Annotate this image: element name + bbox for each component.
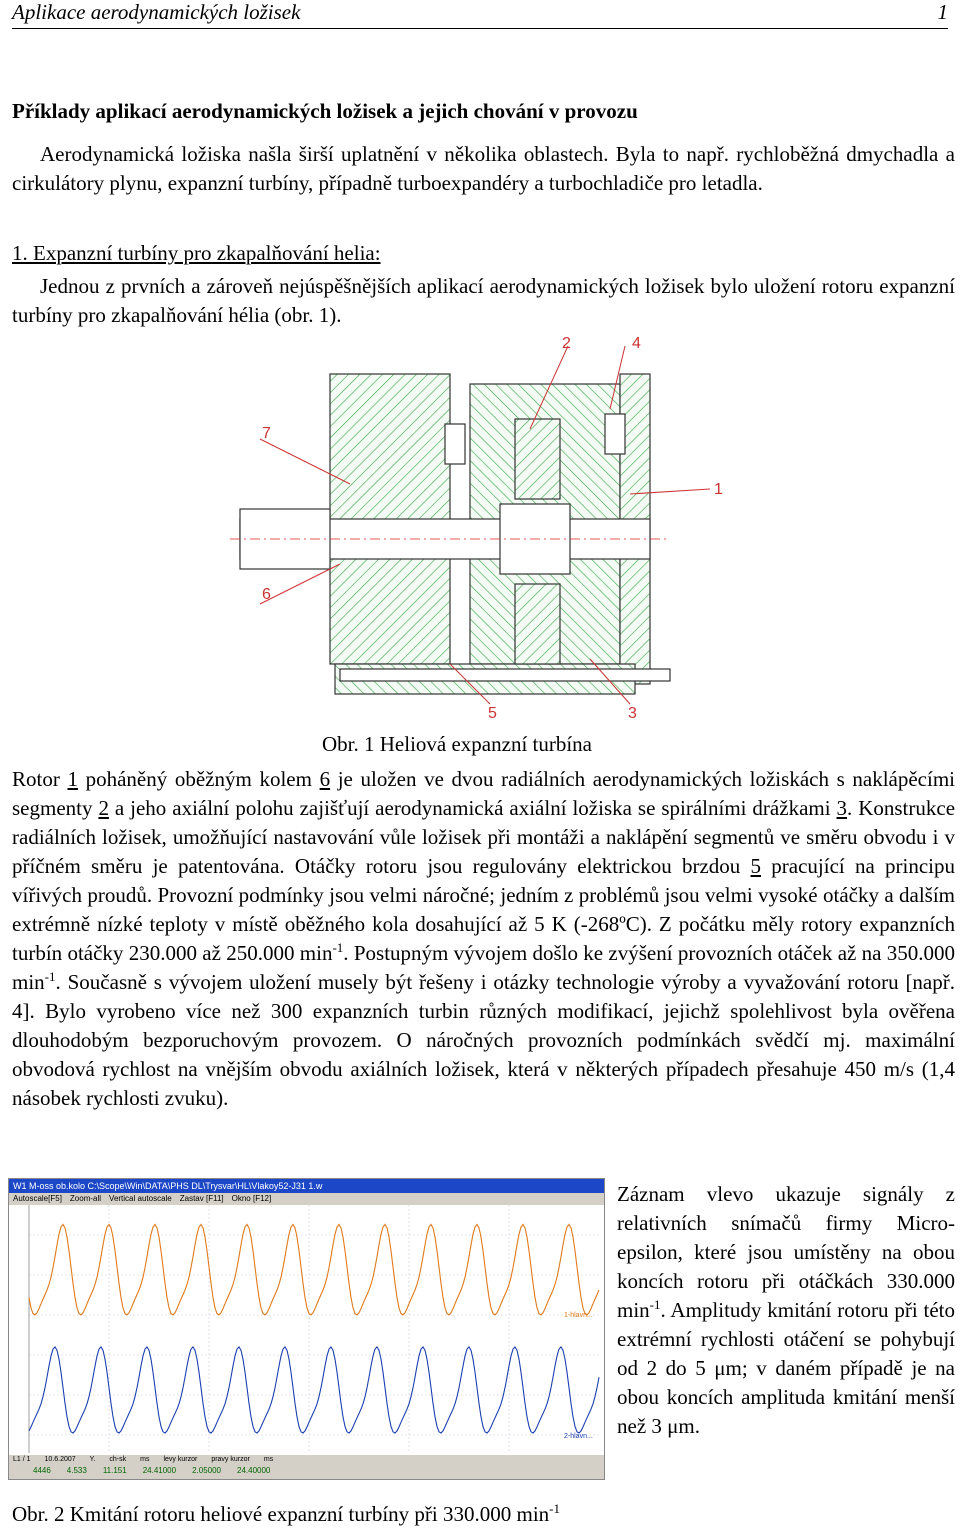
footer-label-6: levy kurzor xyxy=(163,1456,198,1463)
menu-item-stop[interactable]: Zastav [F11] xyxy=(179,1194,224,1203)
para2-text-2: poháněný oběžným kolem xyxy=(77,767,320,791)
legend-signal-a: 1-hlavn... xyxy=(564,1312,593,1319)
footer-value-3: 11.151 xyxy=(102,1466,127,1475)
menu-item-window[interactable]: Okno [F12] xyxy=(231,1194,272,1203)
scope-titlebar: W1 M-oss ob.kolo C:\Scope\Win\DATA\PHS DL\Trysvar\HL\Vlakoy52-J31 1.w xyxy=(9,1179,604,1193)
page-header xyxy=(12,0,948,28)
para2-sup-1: -1 xyxy=(332,940,344,955)
scope-footer xyxy=(9,1455,604,1479)
paragraph-1: Jednou z prvních a zároveň nejúspěšnějších aplikací aerodynamických ložisek bylo uložení rotoru expanzní turbíny pro zkapalňování hélia (obr. 1). xyxy=(12,274,955,327)
side-paragraph xyxy=(617,1180,955,1441)
label-6: 6 xyxy=(262,586,271,603)
ref-rotor: 1 xyxy=(67,767,78,791)
side-text-2: . Amplitudy kmitání rotoru při této extrémní rychlosti otáčení se pohybují od 2 do 5 μm; v daném případě je na obou koncích amplituda kmitání menší než 3 μm. xyxy=(617,1298,955,1438)
footer-value-6: 24.40000 xyxy=(237,1466,271,1475)
footer-label-5: ms xyxy=(140,1456,150,1463)
para2-text-5: . Konstrukce radiálních ložisek, umožňující nastavování vůle ložisek při montáži a naklápění segmentů ve směru obvodu i v příčném směru je patentována. Otáčky rotoru jsou regulovány elektrickou brzdou xyxy=(12,796,956,878)
ref-segments: 2 xyxy=(98,796,109,820)
label-7: 7 xyxy=(262,425,271,442)
turbine-drawing xyxy=(230,334,740,724)
para2-text-7: . Postupným vývojem došlo ke zvýšení provozních otáček až na 350.000 min xyxy=(12,941,956,994)
label-4: 4 xyxy=(632,335,641,352)
section-title: Příklady aplikací aerodynamických ložisek a jejich chování v provozu xyxy=(12,99,638,123)
subheading-text: 1. Expanzní turbíny pro zkapalňování helia: xyxy=(12,241,381,265)
para2-text-8: . Současně s vývojem uložení musely být řešeny i otázky technologie výroby a vyvažování rotoru [např. 4]. Bylo vyrobeno více než 300 expanzních turbin různých modifikací, jejichž spolehlivost byla ověřena dlouhodobým bezporuchovým provozem. O náročných provozních podmínkách svědčí mj. maximální obvodová rychlost na vnějším obvodu axiálních ložisek, která v některých případech přesahuje 450 m/s (1,4 násobek rychlosti zvuku). xyxy=(12,970,955,1110)
footer-label-3: Y. xyxy=(89,1456,96,1463)
label-5: 5 xyxy=(488,705,497,722)
scope-plot xyxy=(9,1205,604,1453)
ref-wheel: 6 xyxy=(319,767,331,791)
subheading xyxy=(12,241,381,266)
para2-text-1: Rotor xyxy=(12,767,68,791)
footer-value-1: 4446 xyxy=(33,1466,51,1475)
label-3: 3 xyxy=(628,705,637,722)
page-number: 1 xyxy=(937,0,948,24)
para2-text-3: je uložen ve dvou radiálních aerodynamických ložiskách s naklápěcími segmenty xyxy=(12,767,956,820)
figure-2-caption xyxy=(12,1502,560,1527)
para2-text-4: a jeho axiální polohu zajišťují aerodynamická axiální ložiska se spirálními drážkami xyxy=(108,796,837,820)
footer-value-5: 2.05000 xyxy=(192,1466,221,1475)
side-text-1: Záznam vlevo ukazuje signály z relativních snímačů firmy Micro-epsilon, které jsou umístěny na obou koncích rotoru při otáčkách 330.000 min xyxy=(617,1182,955,1322)
ref-axial: 3 xyxy=(836,796,848,820)
para2-sup-2: -1 xyxy=(44,969,56,984)
footer-value-2: 4.533 xyxy=(66,1466,87,1475)
paragraph-2 xyxy=(12,765,955,1113)
header-title: Aplikace aerodynamických ložisek xyxy=(12,0,301,24)
footer-label-1: L1 / 1 xyxy=(13,1456,31,1463)
footer-label-4: ch-sk xyxy=(109,1456,127,1463)
footer-value-4: 24.41000 xyxy=(142,1466,177,1475)
figure-1-caption: Obr. 1 Heliová expanzní turbína xyxy=(322,732,593,756)
menu-item-zoom-all[interactable]: Zoom-all xyxy=(69,1194,102,1203)
label-2: 2 xyxy=(562,335,571,352)
footer-label-2: 10.6.2007 xyxy=(44,1456,76,1463)
menu-item-vertical-autoscale[interactable]: Vertical autoscale xyxy=(109,1194,172,1203)
footer-label-8: ms xyxy=(263,1456,274,1463)
oscilloscope-screenshot xyxy=(8,1178,605,1480)
label-1: 1 xyxy=(714,481,723,498)
figure-2-caption-sup: -1 xyxy=(549,1501,561,1516)
menu-item-autoscale[interactable]: Autoscale[F5] xyxy=(13,1194,62,1203)
ref-brake: 5 xyxy=(750,854,762,878)
scope-menubar xyxy=(9,1193,604,1205)
legend-signal-b: 2-hlavn... xyxy=(564,1433,593,1440)
intro-paragraph: Aerodynamická ložiska našla širší uplatnění v několika oblastech. Byla to např. rychloběžná dmychadla a cirkulátory plynu, expanzní turbíny, případně turboexpandéry a turbochladiče pro letadla. xyxy=(12,142,955,195)
para2-text-6: pracující na principu vířivých proudů. Provozní podmínky jsou velmi náročné; jedním z problémů jsou velmi vysoké otáčky a dalším extrémně nízké teploty v místě oběžného kola dosahující až 5 K (-268ºC). Z počátku měly rotory expanzních turbín otáčky 230.000 až 250.000 min xyxy=(12,854,955,965)
figure-2-caption-text: Obr. 2 Kmitání rotoru heliové expanzní turbíny při 330.000 min xyxy=(12,1502,550,1526)
side-sup: -1 xyxy=(649,1297,661,1312)
footer-label-7: pravy kurzor xyxy=(211,1456,250,1463)
header-rule xyxy=(12,28,948,29)
